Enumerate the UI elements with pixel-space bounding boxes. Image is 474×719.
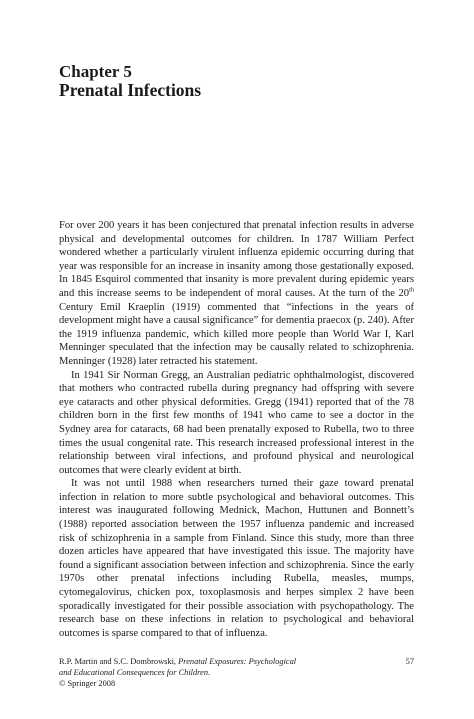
- page-footer: [59, 656, 414, 689]
- page-number: 57: [405, 657, 414, 666]
- footer-book-title-1: Prenatal Exposures: Psychological: [178, 657, 297, 666]
- footer-authors: R.P. Martin and S.C. Dombrowski,: [59, 657, 179, 666]
- paragraph-2: In 1941 Sir Norman Gregg, an Australian pediatric ophthalmologist, discovered that mothers who contracted rubella during pregnancy had offspring with severe eye cataracts and other physical deformities. Gregg (1941) reported that of the 78 children born in the first few months of 1941 who came to see a doctor in the Sydney area for cataracts, 68 had been prenatally exposed to Rubella, two to three times the usual congenital rate. This research increased professional interest in the relationship between viral infections, and profound physical and neurological outcomes that were clearly evident at birth.: [59, 369, 414, 476]
- footer-book-title-2: and Educational Consequences for Children: [59, 668, 209, 677]
- paragraph-1-text-b: Century Emil Kraeplin (1919) commented that “infections in the years of development might have a causal significance” for dementia praecox (p. 240). After the 1919 influenza pandemic, which killed more people than World War I, Karl Menninger speculated that the infection may be causally related to schizophrenia. Menninger (1928) later retracted his statement.: [59, 301, 414, 367]
- body-text: [59, 219, 414, 640]
- footer-copyright: © Springer 2008: [59, 679, 116, 688]
- chapter-title: Prenatal Infections: [59, 80, 202, 100]
- chapter-label: Chapter 5: [59, 62, 132, 81]
- footer-citation-line-1: [59, 656, 414, 667]
- paragraph-1-text-a: For over 200 years it has been conjectured that prenatal infection results in adverse physical and developmental outcomes for children. In 1787 William Perfect wondered whether a particularly virulent influenza epidemic occurring during that year was responsible for an increase in insanity among those gestationally exposed. In 1845 Esquirol commented that insanity is more prevalent during epidemic years and this increase seems to be independent of moral causes. At the turn of the 20: [59, 220, 414, 299]
- footer-book-title-end: .: [208, 668, 211, 677]
- paragraph-1: [59, 219, 414, 369]
- superscript-th: th: [409, 286, 414, 294]
- paragraph-3: It was not until 1988 when researchers turned their gaze toward prenatal infection in relation to more subtle psychological and behavioral outcomes. This interest was inaugurated following Mednick, Machon, Huttunen and Bonnett’s (1988) reported association between the 1957 influenza pandemic and increased risk of schizophrenia in a sample from Finland. Since this study, more than three dozen articles have appeared that have investigated this issue. The majority have found a significant association between infection and schizophrenia. Since the early 1970s other prenatal infections including Rubella, measles, mumps, cytomegalovirus, chicken pox, toxoplasmosis and herpes simplex 2 have been sporadically investigated for their possible association with psychopathology. The research base on these infections in relation to psychological and behavioral outcomes is sparse compared to that of influenza.: [59, 478, 414, 639]
- footer-citation-line-2: [59, 667, 414, 678]
